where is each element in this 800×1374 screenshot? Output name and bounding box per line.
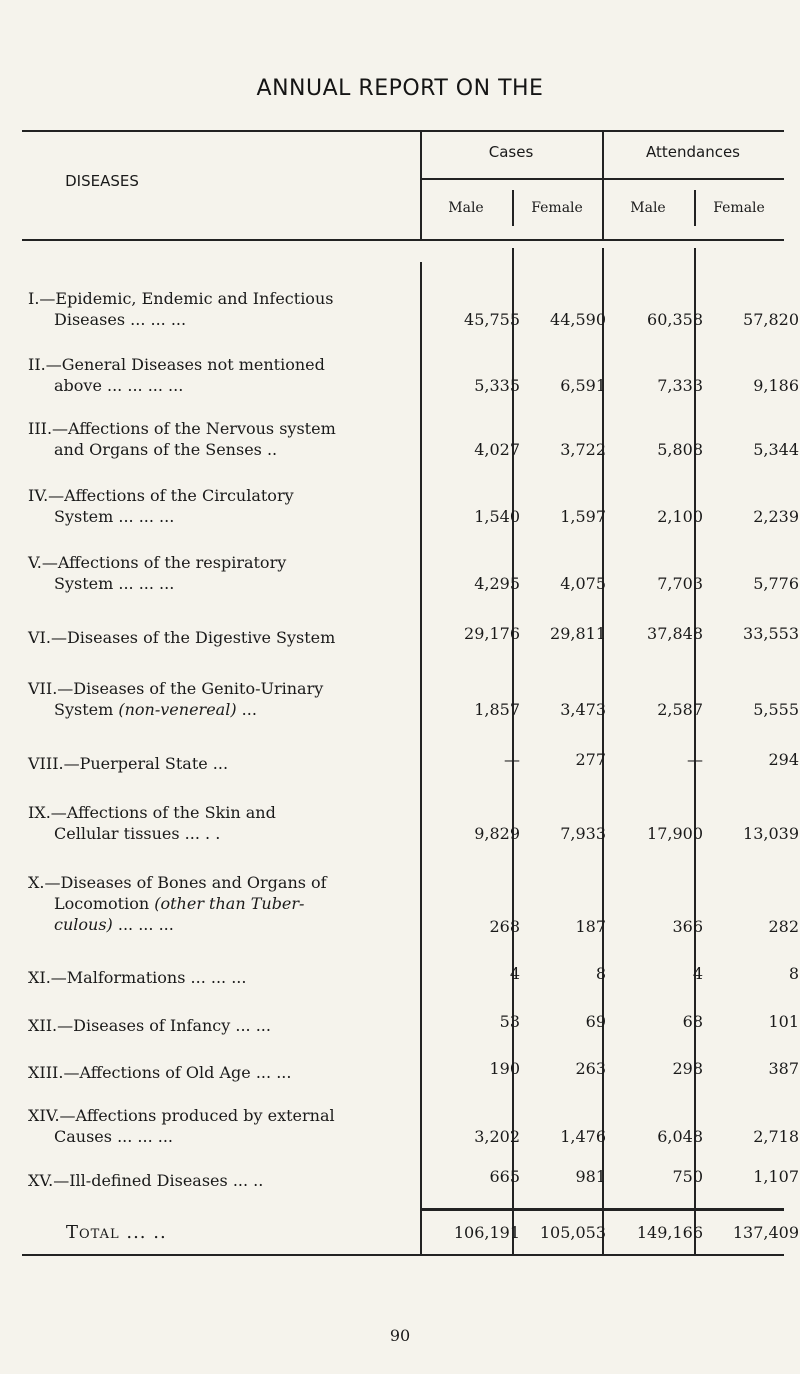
att-female-value: 1,107 xyxy=(753,1167,799,1186)
att-male-value: 37,848 xyxy=(647,624,703,643)
row-label-cont: Locomotion xyxy=(54,894,150,913)
row-label-cont: System ... ... ... xyxy=(54,507,175,526)
att-male-value: 750 xyxy=(672,1167,703,1186)
total-cases-male: 106,191 xyxy=(453,1223,520,1242)
cases-female-value: 187 xyxy=(575,917,606,936)
cases-female-value: 981 xyxy=(575,1167,606,1186)
att-female-value: 8 xyxy=(788,964,799,983)
cases-female-value: 4,075 xyxy=(560,574,606,593)
att-female-value: 2,239 xyxy=(753,507,799,526)
att-female-value: 387 xyxy=(768,1059,799,1078)
cases-male-value: 1,857 xyxy=(474,700,520,719)
row-label-cont: System ... ... ... xyxy=(54,574,175,593)
row-label-dots: ... ... ... xyxy=(117,915,174,934)
row-label: XII.—Diseases of Infancy ... ... xyxy=(28,1016,271,1035)
att-female-value: 5,344 xyxy=(753,440,799,459)
row-label-italic: culous) xyxy=(54,915,113,934)
row-label-italic: (other than Tuber- xyxy=(154,894,305,913)
att-female-value: 13,039 xyxy=(743,824,799,843)
att-female-value: 2,718 xyxy=(753,1127,799,1146)
cases-male-value: 9,829 xyxy=(474,824,520,843)
total-att-male: 149,166 xyxy=(636,1223,703,1242)
cases-female-value: 7,933 xyxy=(560,824,606,843)
row-label-cont: above ... ... ... ... xyxy=(54,376,184,395)
row-label-dots: ... xyxy=(241,700,257,719)
row-label: IV.—Affections of the Circulatory xyxy=(28,486,294,505)
att-male-value: 7,333 xyxy=(657,376,703,395)
att-male-value: 7,703 xyxy=(657,574,703,593)
cases-female-value: 1,476 xyxy=(560,1127,606,1146)
cases-female-value: 277 xyxy=(575,750,606,769)
row-label-cont: Causes ... ... ... xyxy=(54,1127,174,1146)
cases-female-value: 263 xyxy=(575,1059,606,1078)
cases-female-value: 1,597 xyxy=(560,507,606,526)
att-male-value: 298 xyxy=(672,1059,703,1078)
cases-male-value: — xyxy=(504,750,520,769)
cases-male-value: 665 xyxy=(489,1167,520,1186)
table-top-rule xyxy=(22,130,784,132)
cases-male-value: 45,755 xyxy=(464,310,520,329)
cases-female-value: 3,473 xyxy=(560,700,606,719)
row-label: XV.—Ill-defined Diseases ... .. xyxy=(28,1171,264,1190)
att-male-value: 60,358 xyxy=(647,310,703,329)
att-female-value: 5,555 xyxy=(753,700,799,719)
header-bottom-rule xyxy=(22,239,784,241)
cases-male-value: 4,295 xyxy=(474,574,520,593)
row-label: III.—Affections of the Nervous system xyxy=(28,419,336,438)
att-male-value: 366 xyxy=(672,917,703,936)
row-label-cont: System xyxy=(54,700,114,719)
row-label-cont: and Organs of the Senses .. xyxy=(54,440,278,459)
att-female-value: 101 xyxy=(768,1012,799,1031)
cases-female-value: 29,811 xyxy=(550,624,606,643)
cases-male-value: 5,335 xyxy=(474,376,520,395)
cases-male-value: 1,540 xyxy=(474,507,520,526)
cases-male-value: 4 xyxy=(509,964,520,983)
cases-male-value: 190 xyxy=(489,1059,520,1078)
cases-female-value: 44,590 xyxy=(550,310,606,329)
cases-male-value: 268 xyxy=(489,917,520,936)
cases-male-value: 53 xyxy=(499,1012,520,1031)
att-male-value: — xyxy=(687,750,703,769)
cases-female-value: 8 xyxy=(595,964,606,983)
att-male-value: 17,900 xyxy=(647,824,703,843)
row-label: I.—Epidemic, Endemic and Infectious xyxy=(28,289,334,308)
att-male-value: 5,808 xyxy=(657,440,703,459)
att-male-value: 2,587 xyxy=(657,700,703,719)
row-label: VIII.—Puerperal State ... xyxy=(28,754,229,773)
row-label: V.—Affections of the respiratory xyxy=(28,553,287,572)
att-female-value: 282 xyxy=(768,917,799,936)
header-attendances: Attendances xyxy=(645,143,740,161)
row-label: IX.—Affections of the Skin and xyxy=(28,803,276,822)
att-female-value: 33,553 xyxy=(743,624,799,643)
total-att-female: 137,409 xyxy=(732,1223,799,1242)
table-bottom-rule xyxy=(22,1254,784,1256)
page-number: 90 xyxy=(389,1326,411,1345)
page-title: ANNUAL REPORT ON THE xyxy=(256,76,544,101)
header-cases-female: Female xyxy=(531,200,583,216)
att-female-value: 9,186 xyxy=(753,376,799,395)
row-label-cont: Cellular tissues ... . . xyxy=(54,824,221,843)
att-male-value: 4 xyxy=(692,964,703,983)
row-label-cont: Diseases ... ... ... xyxy=(54,310,187,329)
row-label: X.—Diseases of Bones and Organs of xyxy=(28,873,327,892)
cases-female-value: 69 xyxy=(585,1012,606,1031)
row-label: II.—General Diseases not mentioned xyxy=(28,355,325,374)
cases-female-value: 6,591 xyxy=(560,376,606,395)
att-female-value: 5,776 xyxy=(753,574,799,593)
cases-male-value: 4,027 xyxy=(474,440,520,459)
row-label: XI.—Malformations ... ... ... xyxy=(28,968,247,987)
att-female-value: 57,820 xyxy=(743,310,799,329)
header-cases: Cases xyxy=(488,143,534,161)
row-label: XIV.—Affections produced by external xyxy=(28,1106,335,1125)
header-att-male: Male xyxy=(630,200,666,216)
cases-male-value: 29,176 xyxy=(464,624,520,643)
header-att-female: Femalе xyxy=(713,200,765,216)
total-cases-female: 105,053 xyxy=(539,1223,606,1242)
header-cases-male: Male xyxy=(448,200,484,216)
row-label: VI.—Diseases of the Digestive System xyxy=(28,628,336,647)
header-diseases: DISEASES xyxy=(65,172,139,190)
cases-male-value: 3,202 xyxy=(474,1127,520,1146)
att-female-value: 294 xyxy=(768,750,799,769)
att-male-value: 68 xyxy=(682,1012,703,1031)
row-label-italic: (non-venereal) xyxy=(118,700,237,719)
att-male-value: 6,048 xyxy=(657,1127,703,1146)
row-label: VII.—Diseases of the Genito-Urinary xyxy=(28,679,324,698)
row-label: XIII.—Affections of Old Age ... ... xyxy=(28,1063,292,1082)
att-male-value: 2,100 xyxy=(657,507,703,526)
cases-female-value: 3,722 xyxy=(560,440,606,459)
total-label: Total ... .. xyxy=(66,1222,167,1243)
